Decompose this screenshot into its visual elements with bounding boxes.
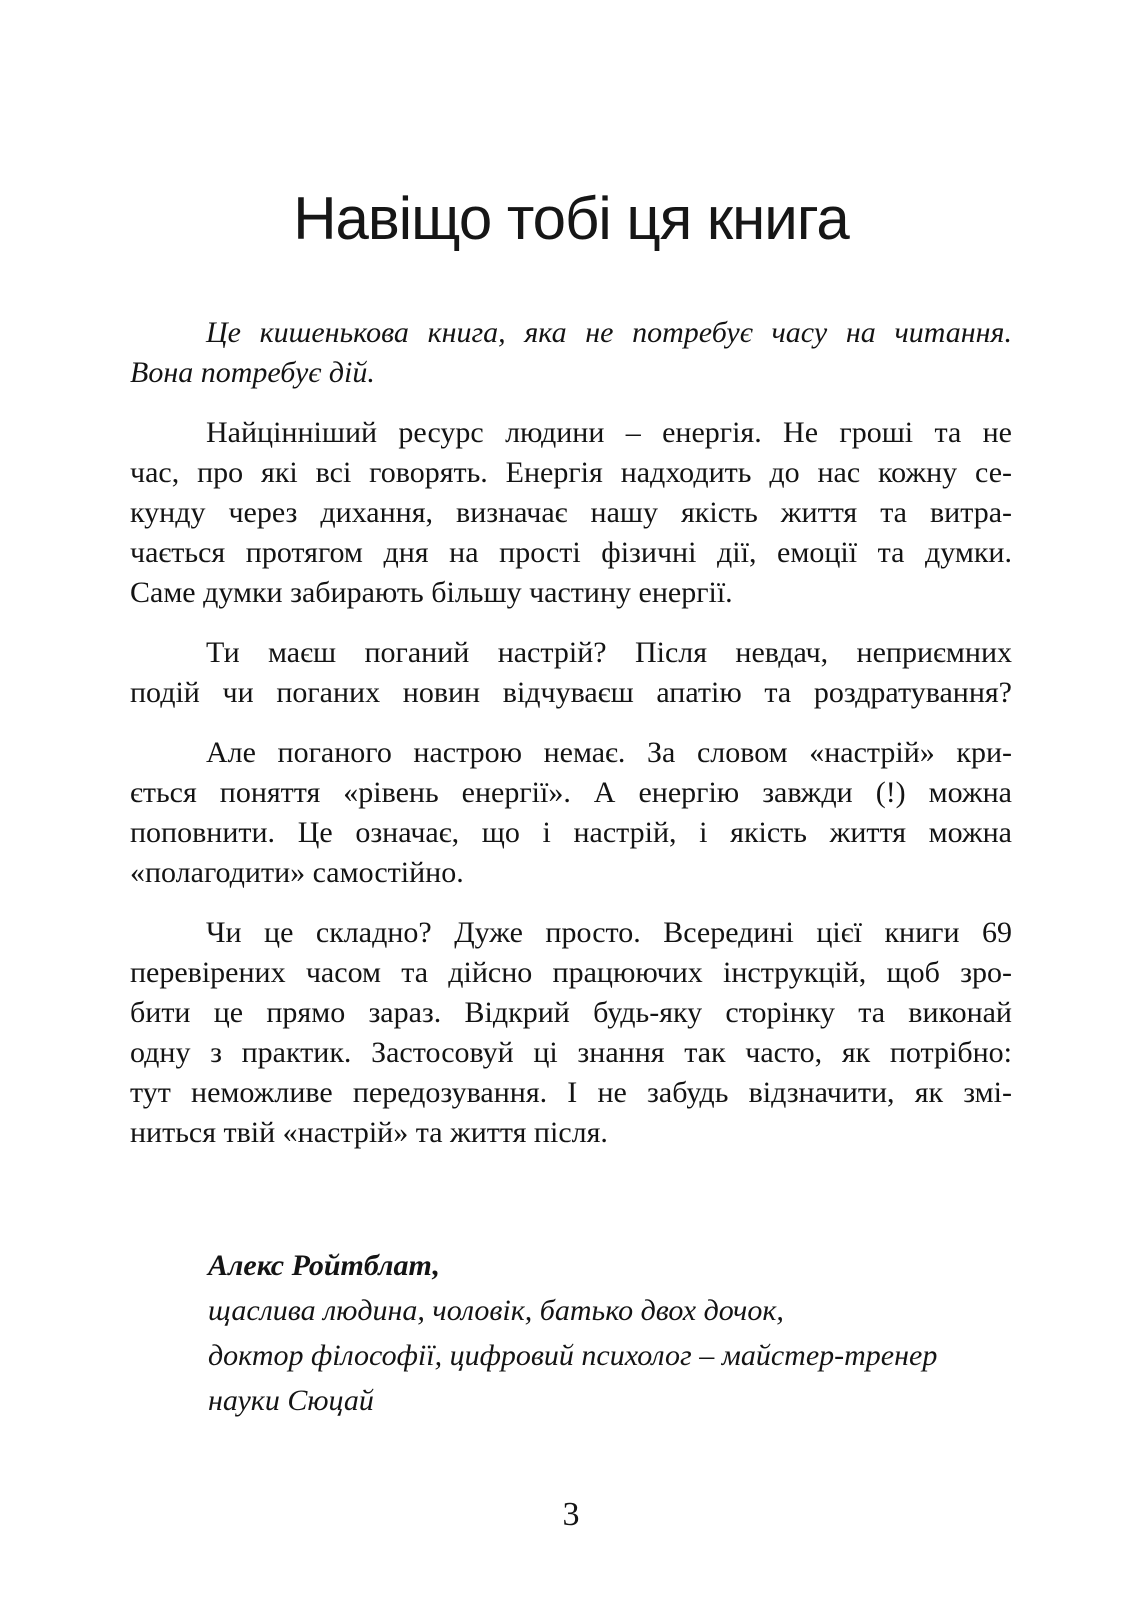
text-line: поповнити. Це означає, що і настрій, і якість життя можна xyxy=(130,816,1012,849)
text-line: Це кишенькова книга, яка не потребує часу на читання. xyxy=(206,316,1012,349)
body-text xyxy=(130,313,1012,1173)
text-line: одну з практик. Застосовуй ці знання так часто, як потрібно: xyxy=(130,1036,1012,1069)
paragraph xyxy=(130,633,1012,713)
text-line: тут неможливе передозування. І не забудь відзначити, як змі- xyxy=(130,1076,1012,1109)
text-line: Вона потребує дій. xyxy=(130,356,375,389)
text-line: ниться твій «настрій» та життя після. xyxy=(130,1116,608,1149)
text-line: чається протягом дня на прості фізичні дії, емоції та думки. xyxy=(130,536,1012,569)
text-line: подій чи поганих новин відчуваєш апатію та роздратування? xyxy=(130,676,1012,709)
signature-line: щаслива людина, чоловік, батько двох дочок, xyxy=(208,1294,784,1327)
page-number: 3 xyxy=(562,1496,580,1533)
text-line: перевірених часом та дійсно працюючих інструкцій, щоб зро- xyxy=(130,956,1012,989)
text-line: час, про які всі говорять. Енергія надходить до нас кожну се- xyxy=(130,456,1012,489)
text-line: Найцінніший ресурс людини – енергія. Не гроші та не xyxy=(206,416,1012,449)
text-line: Але поганого настрою немає. За словом «настрій» кри- xyxy=(206,736,1012,769)
text-line: кунду через дихання, визначає нашу якість життя та витра- xyxy=(130,496,1012,529)
text-line: бити це прямо зараз. Відкрий будь-яку сторінку та виконай xyxy=(130,996,1012,1029)
paragraph xyxy=(130,313,1012,393)
author-signature xyxy=(208,1243,1028,1423)
text-line: ється поняття «рівень енергії». А енергію завжди (!) можна xyxy=(130,776,1012,809)
author-description xyxy=(208,1288,1028,1423)
signature-line: науки Сюцай xyxy=(208,1384,374,1417)
text-line: Чи це складно? Дуже просто. Всередині цієї книги 69 xyxy=(206,916,1012,949)
author-name: Алекс Ройтблат, xyxy=(208,1249,441,1282)
paragraph xyxy=(130,913,1012,1153)
text-line: Ти маєш поганий настрій? Після невдач, неприємних xyxy=(206,636,1012,669)
paragraph xyxy=(130,413,1012,613)
paragraph xyxy=(130,733,1012,893)
text-line: Саме думки забирають більшу частину енергії. xyxy=(130,576,733,609)
signature-line: доктор філософії, цифровий психолог – майстер-тренер xyxy=(208,1339,938,1372)
text-line: «полагодити» самостійно. xyxy=(130,856,464,889)
page-title: Навіщо тобі ця книга xyxy=(293,185,849,253)
